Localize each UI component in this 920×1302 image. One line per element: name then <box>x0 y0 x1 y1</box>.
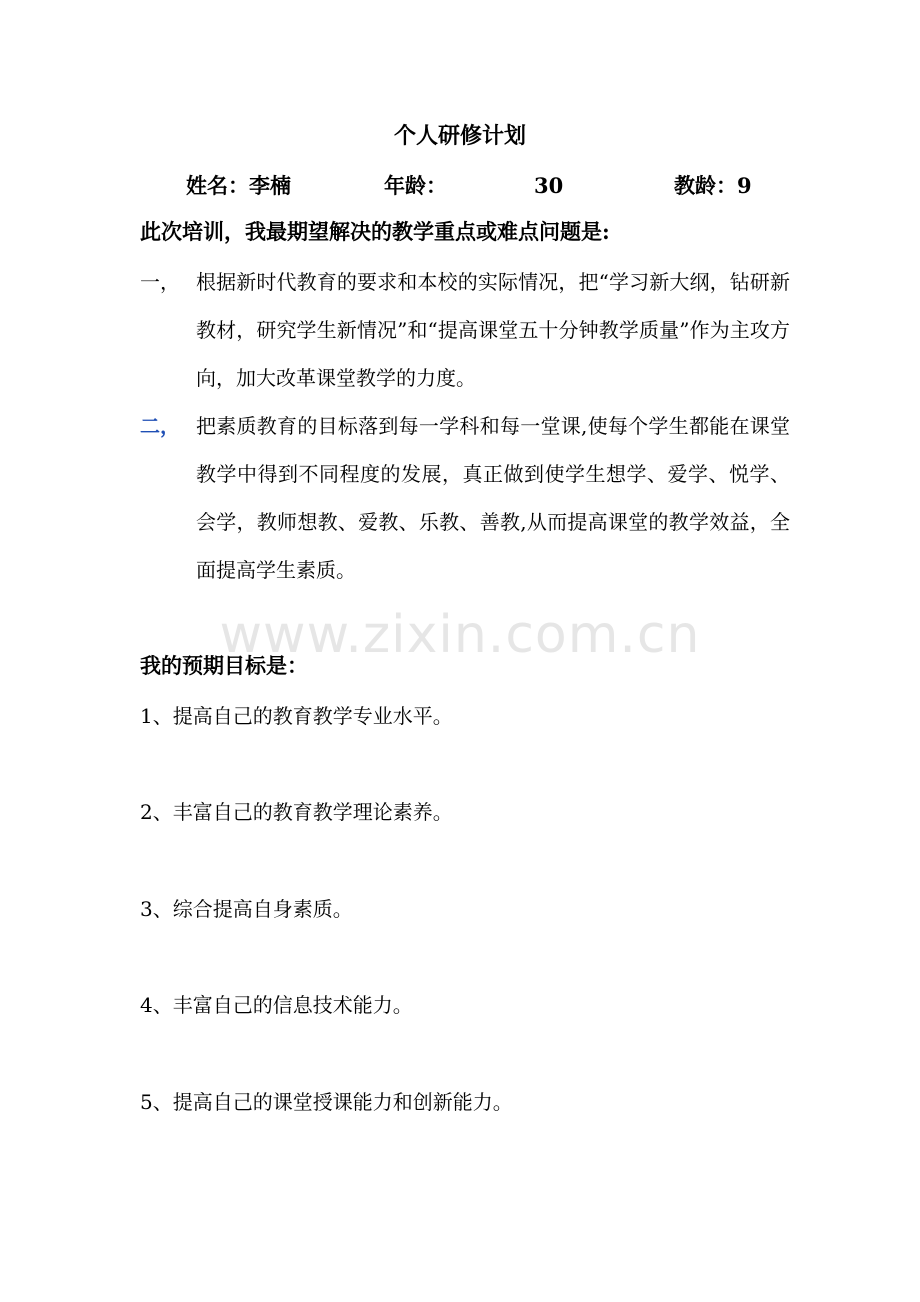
goal-item: 1、提高自己的教育教学专业水平。 <box>140 704 453 728</box>
goal-item: 2、丰富自己的教育教学理论素养。 <box>140 800 453 824</box>
watermark: www.zixin.com.cn <box>219 605 701 665</box>
age-label: 年龄： <box>384 173 447 198</box>
goal-item: 5、提高自己的课堂授课能力和创新能力。 <box>140 1090 513 1114</box>
problem-item-text: 把素质教育的目标落到每一学科和每一堂课,使每个学生都能在课堂教学中得到不同程度的发展，真正做到使学生想学、爱学、悦学、会学，教师想教、爱教、乐教、善教,从而提高课堂的教学效益，全面提高学生素质。 <box>196 414 790 582</box>
page-title: 个人研修计划 <box>393 123 526 149</box>
name-field: 姓名：李楠 <box>186 173 291 198</box>
personal-info-row <box>0 170 920 202</box>
goal-item: 4、丰富自己的信息技术能力。 <box>140 993 413 1017</box>
problem-item <box>140 258 790 402</box>
goals-heading: 我的预期目标是： <box>140 653 308 678</box>
problem-item-marker: 一， <box>140 270 180 294</box>
problem-item-marker: 二， <box>140 414 180 438</box>
problem-item-text: 根据新时代教育的要求和本校的实际情况，把“学习新大纲，钻研新教材，研究学生新情况”和“提高课堂五十分钟教学质量”作为主攻方向，加大改革课堂教学的力度。 <box>196 270 790 390</box>
problems-heading: 此次培训，我最期望解决的教学重点或难点问题是: <box>140 219 610 244</box>
goal-item: 3、综合提高自身素质。 <box>140 897 353 921</box>
problem-item <box>140 402 790 594</box>
teaching-years-field: 教龄：9 <box>674 173 752 198</box>
age-value: 30 <box>534 173 564 198</box>
